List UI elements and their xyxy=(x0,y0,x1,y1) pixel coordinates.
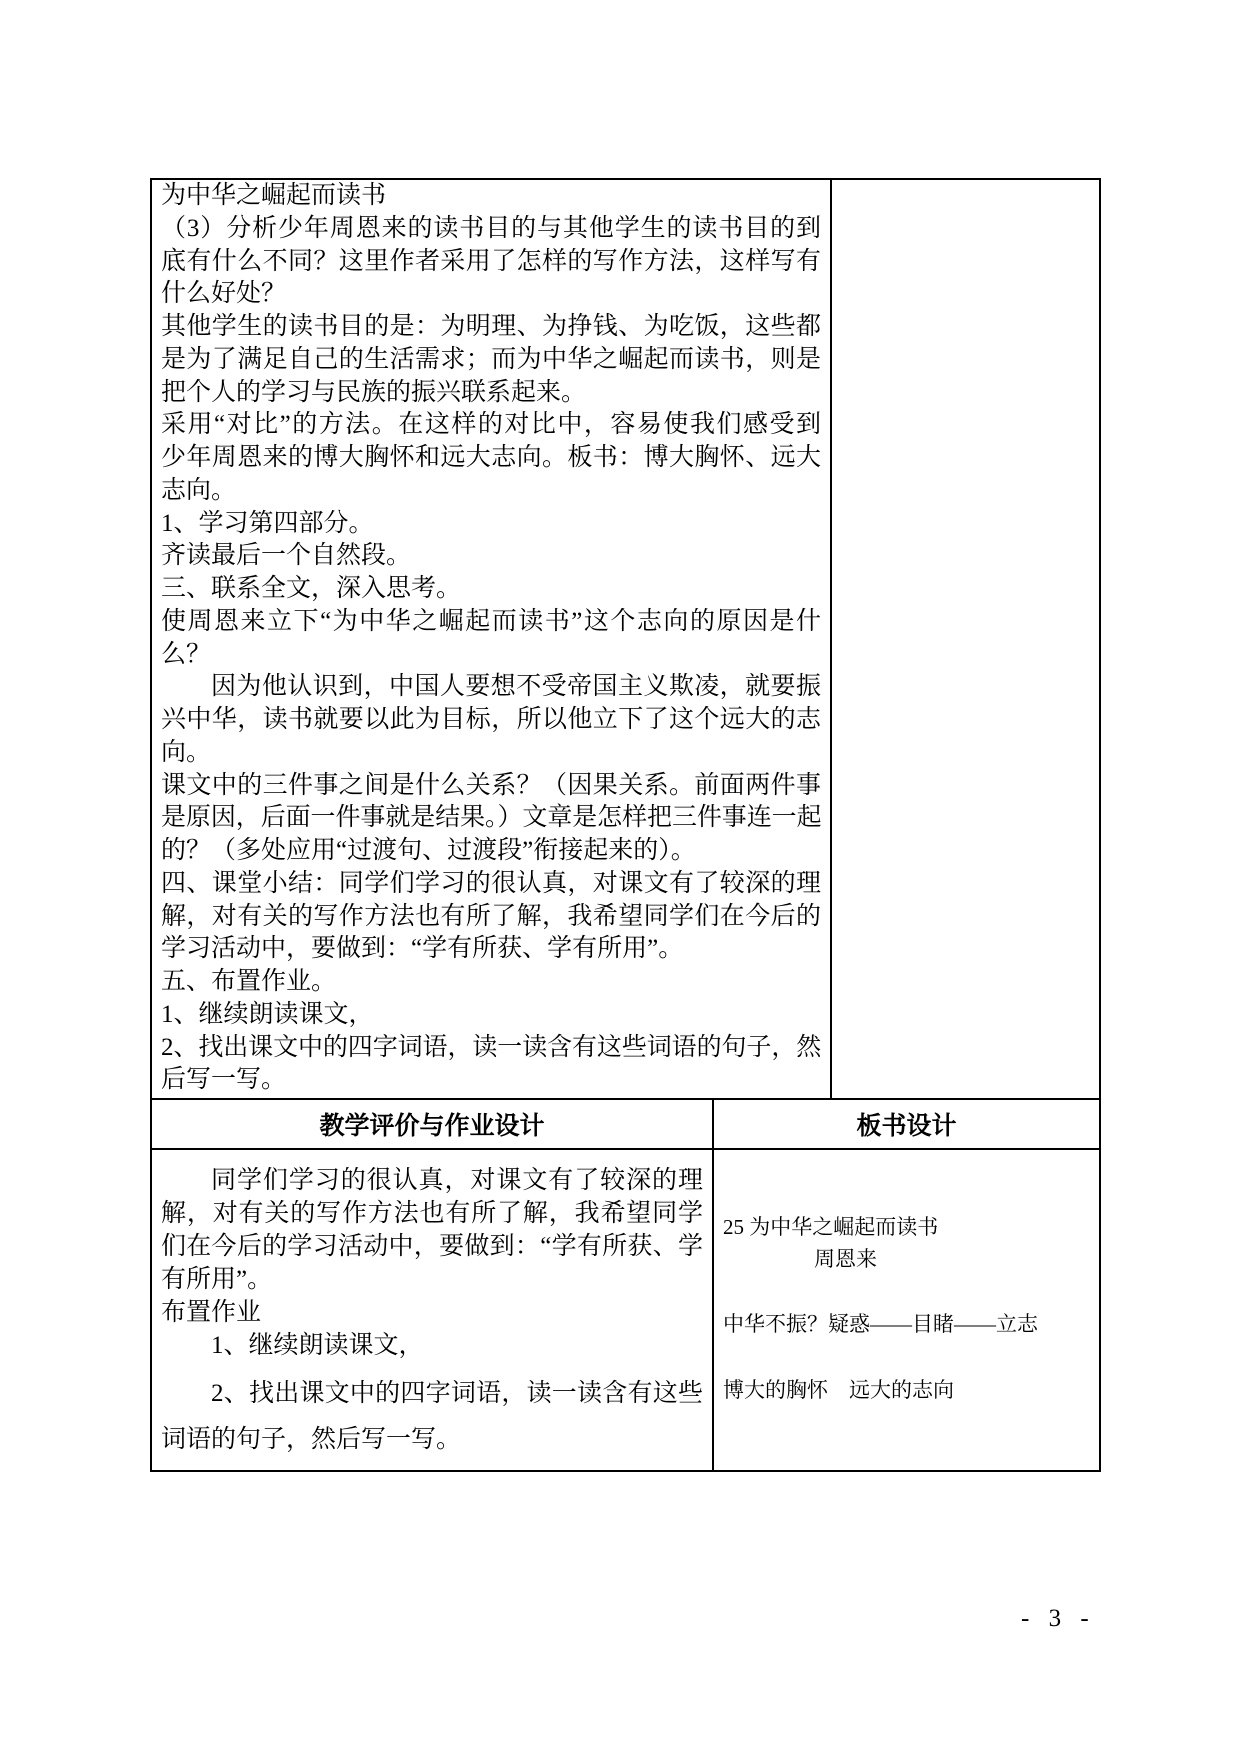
text-line: 词语的句子，然后写一写。 xyxy=(161,1426,462,1453)
text-line: 三、联系全文，深入思考。 xyxy=(161,575,462,602)
text-line: 学习活动中，要做到：“学有所获、学有所用”。 xyxy=(161,935,684,963)
text-line: 1、学习第四部分。 xyxy=(161,509,374,537)
text-line: 1、继续朗读课文， xyxy=(161,1000,374,1028)
text-line: 课文中的三件事之间是什么关系？（因果关系。前面两件事 xyxy=(161,771,821,799)
board-author: 周恩来 xyxy=(814,1247,877,1271)
text-line: 把个人的学习与民族的振兴联系起来。 xyxy=(161,378,587,406)
text-line: 采用“对比”的方法。在这样的对比中，容易使我们感受到 xyxy=(161,411,821,439)
text-line: 什么好处？ xyxy=(161,280,287,308)
text-line: 同学们学习的很认真，对课文有了较深的理 xyxy=(211,1167,703,1194)
text-line: 有所用”。 xyxy=(161,1266,273,1293)
page-number: - 3 - xyxy=(1021,1605,1096,1632)
assessment-header-cell xyxy=(150,1098,714,1150)
text-line: 1、继续朗读课文， xyxy=(211,1332,424,1359)
text-line: 2、找出课文中的四字词语，读一读含有这些词语的句子，然 xyxy=(161,1033,821,1061)
assessment-heading: 教学评价与作业设计 xyxy=(319,1113,545,1140)
text-line: 后写一写。 xyxy=(161,1066,287,1094)
text-line: 解，对有关的写作方法也有所了解，我希望同学们在今后的 xyxy=(161,902,821,930)
text-line: 志向。 xyxy=(161,476,237,504)
text-line: 使周恩来立下“为中华之崛起而读书”这个志向的原因是什 xyxy=(161,607,821,635)
text-line: 2、找出课文中的四字词语，读一读含有这些 xyxy=(211,1380,703,1407)
board-design-header-cell xyxy=(712,1098,1101,1150)
board-story-flow: 中华不振？疑惑——目睹——立志 xyxy=(723,1312,1038,1336)
text-line: 四、课堂小结：同学们学习的很认真，对课文有了较深的理 xyxy=(161,869,821,897)
board-summary: 博大的胸怀 远大的志向 xyxy=(723,1378,954,1402)
text-line: 因为他认识到，中国人要想不受帝国主义欺凌，就要振 xyxy=(211,673,821,701)
text-line: 是为了满足自己的生活需求；而为中华之崛起而读书，则是 xyxy=(161,345,821,373)
text-line: 底有什么不同？这里作者采用了怎样的写作方法，这样写有 xyxy=(161,247,821,275)
text-line: 其他学生的读书目的是：为明理、为挣钱、为吃饭，这些都 xyxy=(161,313,821,340)
text-line: 的？（多处应用“过渡句、过渡段”衔接起来的）。 xyxy=(161,837,696,864)
text-line: 少年周恩来的博大胸怀和远大志向。板书：博大胸怀、远大 xyxy=(161,444,821,471)
text-line: 齐读最后一个自然段。 xyxy=(161,542,412,570)
text-line: 兴中华，读书就要以此为目标，所以他立下了这个远大的志 xyxy=(161,706,821,733)
text-line: 么？ xyxy=(161,640,212,668)
board-design-cell xyxy=(712,1148,1101,1472)
text-line: 向。 xyxy=(161,738,212,766)
text-line: 为中华之崛起而读书 xyxy=(161,182,387,209)
teaching-process-cell xyxy=(150,178,832,1100)
text-line: 们在今后的学习活动中，要做到：“学有所获、学 xyxy=(161,1233,703,1260)
text-line: 是原因，后面一件事就是结果。）文章是怎样把三件事连一起 xyxy=(161,804,821,832)
text-line: 五、布置作业。 xyxy=(161,968,337,995)
notes-cell xyxy=(830,178,1101,1100)
text-line: 布置作业 xyxy=(161,1299,262,1326)
text-line: 解，对有关的写作方法也有所了解，我希望同学 xyxy=(161,1200,703,1227)
board-title: 25 为中华之崛起而读书 xyxy=(723,1215,939,1239)
assessment-cell xyxy=(150,1148,714,1472)
board-design-heading: 板书设计 xyxy=(856,1113,957,1140)
text-line: （3）分析少年周恩来的读书目的与其他学生的读书目的到 xyxy=(161,214,821,242)
